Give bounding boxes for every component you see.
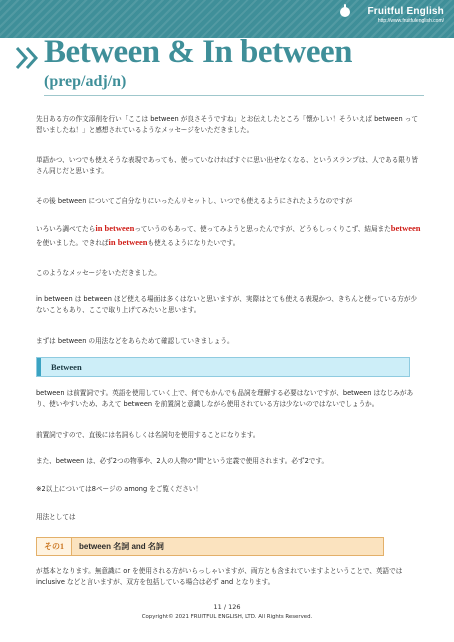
header-band — [0, 0, 454, 38]
usage-pattern-label: between 名詞 and 名詞 — [79, 542, 164, 551]
message-text-4: も使えるようになりたいです。 — [147, 239, 240, 247]
paragraph-usage-intro: 用法としては — [36, 513, 76, 521]
paragraph-lets-review: まずは between の用法などをあらためて確認していきましょう。 — [36, 337, 234, 345]
brand-url[interactable]: http://www.fruitfulenglish.com/ — [377, 18, 444, 24]
paragraph-message — [36, 222, 422, 250]
copyright-notice: Copyright© 2021 FRUITFUL ENGLISH, LTD. All Rights Reserved. — [141, 614, 313, 620]
paragraph-slump: 単語かつ、いつでも使えそうな表現であっても、使っていなければすぐに思い出せなくなる、というスランプは、人である限り皆さん同じだと思います。 — [36, 156, 419, 175]
double-chevron-icon — [14, 44, 42, 72]
section-accent-bar — [37, 358, 41, 376]
brand-name: Fruitful English — [367, 6, 444, 17]
paragraph-in-between-usage: in between は between ほど使える場面は多くはないと思いますが、実際はとても使える表現かつ、きちんと使っている方が少ないこともあり、ここで取り上げてみたいと思います。 — [36, 295, 418, 314]
paragraph-received: このようなメッセージをいただきました。 — [36, 269, 161, 277]
paragraph-preposition: between は前置詞です。英語を使用していく上で、何でもかんでも品詞を理解する必要はないですが、between はなじみがあり、使いやすいため、あえて between を前置詞と意識しながら使用されている方は少ないのではないでしょうか。 — [36, 389, 414, 408]
message-text-1: いろいろ調べてたら — [36, 225, 96, 233]
apple-logo-icon — [340, 7, 350, 17]
brand-logo[interactable] — [367, 6, 444, 24]
message-text-2: っていうのもあって、使ってみようと思ったんですが、どうもしっくりこず、結局また — [134, 225, 391, 233]
page-title: Between & In between — [44, 34, 353, 70]
page-number: 11 / 126 — [213, 603, 241, 611]
paragraph-noun-follows: 前置詞ですので、直後には名詞もしくは名詞句を使用することになります。 — [36, 431, 260, 439]
paragraph-and-not-or: が基本となります。無意識に or を使用される方がいらっしゃいますが、両方とも含まれていますよということで、英語では inclusive などと言いますが、双方を包括している場合は必ず and となります。 — [36, 567, 403, 586]
paragraph-two-things: また、between は、必ず2つの物事や、2人の人物の"間"という定義で使用されます。必ず2です。 — [36, 457, 329, 465]
section-heading-between — [36, 357, 410, 377]
highlight-in-between-1: in between — [95, 223, 135, 233]
title-divider — [44, 95, 424, 96]
paragraph-among-note: ※2以上については8ページの among をご覧ください！ — [36, 485, 202, 493]
usage-tag: その1 — [37, 538, 72, 555]
highlight-between: between — [390, 223, 421, 233]
paragraph-reset: その後 between についてご自分なりにいったんリセットし、いつでも使えるようにされたようなのですが — [36, 197, 353, 205]
page-subtitle: (prep/adj/n) — [44, 73, 127, 90]
message-text-3: を使いました。できれば — [36, 239, 109, 247]
highlight-in-between-2: in between — [108, 237, 148, 247]
paragraph-intro: 先日ある方の作文添削を行い「ここは between が良さそうですね」とお伝えしたところ「懐かしい！そういえば between って習いましたね！」と感想されているようなメッセージをいただきました。 — [36, 115, 418, 134]
section-heading-label: Between — [51, 362, 82, 372]
usage-pattern-box — [36, 537, 384, 556]
